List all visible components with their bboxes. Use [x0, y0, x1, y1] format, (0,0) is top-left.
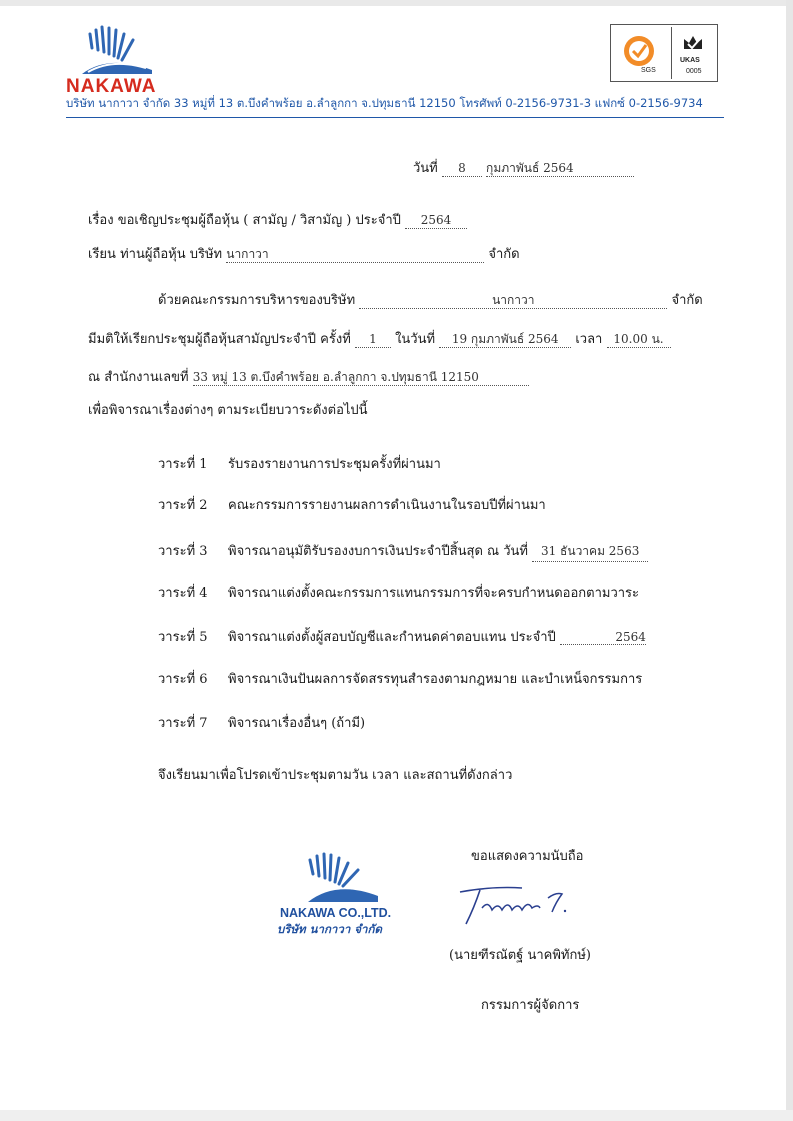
agenda-6-text: พิจารณาเงินปันผลการจัดสรรทุนสำรองตามกฎหมาย และบำเหน็จกรรมการ — [228, 672, 643, 687]
meeting-number: 1 — [355, 331, 391, 348]
date-day: 8 — [442, 160, 482, 177]
stamp-company-en: NAKAWA CO.,LTD. — [280, 906, 392, 920]
agenda-4-number: วาระที่ 4 — [158, 586, 208, 601]
signer-name: (นายฑีรณัตฐ์ นาคพิทักษ์) — [449, 948, 591, 963]
company-logo-text: NAKAWA — [66, 76, 157, 97]
body-company-suffix: จำกัด — [671, 293, 703, 308]
agenda-4-text: พิจารณาแต่งตั้งคณะกรรมการแทนกรรมการที่จะครบกำหนดออกตามวาระ — [228, 586, 640, 601]
agenda-5-fill: 2564 — [560, 630, 646, 645]
meeting-time-label: เวลา — [575, 332, 603, 347]
subject-label: เรื่อง — [88, 213, 114, 228]
to-line — [88, 246, 520, 263]
to-company: นากาวา — [226, 246, 484, 263]
venue-address: 33 หมู่ 13 ต.บึงคำพร้อย อ.ลำลูกกา จ.ปทุมธานี 12150 — [193, 369, 529, 386]
handwritten-signature-icon — [452, 878, 592, 928]
subject-year: 2564 — [405, 212, 467, 229]
date-line — [413, 160, 634, 177]
agenda-6-number: วาระที่ 6 — [158, 672, 208, 687]
ukas-label: UKAS — [680, 57, 700, 64]
to-text: ท่านผู้ถือหุ้น บริษัท — [120, 247, 223, 262]
ukas-crown-icon — [681, 31, 705, 55]
agenda-2-number: วาระที่ 2 — [158, 498, 208, 513]
body-resolution-text: มีมติให้เรียกประชุมผู้ถือหุ้นสามัญประจำปี ครั้งที่ — [88, 332, 351, 347]
body-board-text: ด้วยคณะกรรมการบริหารของบริษัท — [158, 293, 356, 308]
cert-divider — [671, 27, 672, 79]
scan-border-bottom — [0, 1110, 793, 1121]
company-logo-icon — [78, 24, 160, 76]
body-line-2 — [88, 331, 671, 348]
agenda-3-text: พิจารณาอนุมัติรับรองงบการเงินประจำปีสิ้นสุด ณ วันที่ — [228, 544, 529, 559]
stamp-company-th: บริษัท นากาวา จำกัด — [277, 922, 382, 936]
body-line-1 — [158, 292, 703, 309]
ukas-number: 0005 — [686, 68, 702, 75]
to-suffix: จำกัด — [488, 247, 520, 262]
meeting-date-label: ในวันที่ — [395, 332, 436, 347]
agenda-3-number: วาระที่ 3 — [158, 544, 208, 559]
body-line-4: เพื่อพิจารณาเรื่องต่างๆ ตามระเบียบวาระดังต่อไปนี้ — [88, 403, 368, 418]
to-label: เรียน — [88, 247, 116, 262]
date-label: วันที่ — [413, 161, 438, 176]
meeting-time: 10.00 น. — [607, 331, 671, 348]
agenda-3-line — [228, 540, 648, 562]
agenda-5-number: วาระที่ 5 — [158, 630, 208, 645]
agenda-7-number: วาระที่ 7 — [158, 716, 208, 731]
scan-border-top — [0, 0, 793, 6]
company-address: บริษัท นากาวา จำกัด 33 หมู่ที่ 13 ต.บึงคำพร้อย อ.ลำลูกกา จ.ปทุมธานี 12150 โทรศัพท์ 0-2156-9731-3 แฟกซ์ 0-2156-9734 — [66, 96, 703, 110]
agenda-2-text: คณะกรรมการรายงานผลการดำเนินงานในรอบปีที่ผ่านมา — [228, 498, 546, 513]
agenda-1-number: วาระที่ 1 — [158, 457, 208, 472]
regards-text: ขอแสดงความนับถือ — [471, 849, 584, 864]
agenda-5-text: พิจารณาแต่งตั้งผู้สอบบัญชีและกำหนดค่าตอบแทน ประจำปี — [228, 630, 556, 645]
subject-line — [88, 212, 467, 229]
date-month-year: กุมภาพันธ์ 2564 — [486, 160, 634, 177]
body-line-3 — [88, 369, 529, 386]
meeting-date: 19 กุมภาพันธ์ 2564 — [439, 331, 571, 348]
scan-border-right — [786, 0, 793, 1121]
certification-box — [610, 24, 718, 82]
body-company: นากาวา — [359, 292, 667, 309]
company-stamp-icon — [302, 852, 382, 904]
agenda-5-line — [228, 626, 646, 647]
closing-text: จึงเรียนมาเพื่อโปรดเข้าประชุมตามวัน เวลา และสถานที่ดังกล่าว — [158, 768, 513, 783]
venue-label: ณ สำนักงานเลขที่ — [88, 370, 189, 385]
agenda-3-fill: 31 ธันวาคม 2563 — [532, 542, 648, 562]
sgs-label: SGS — [641, 67, 656, 74]
header-divider — [66, 117, 724, 118]
agenda-1-text: รับรองรายงานการประชุมครั้งที่ผ่านมา — [228, 457, 441, 472]
agenda-7-text: พิจารณาเรื่องอื่นๆ (ถ้ามี) — [228, 716, 366, 731]
signer-title: กรรมการผู้จัดการ — [481, 998, 580, 1013]
subject-text: ขอเชิญประชุมผู้ถือหุ้น ( สามัญ / วิสามัญ ) ประจำปี — [117, 213, 401, 228]
